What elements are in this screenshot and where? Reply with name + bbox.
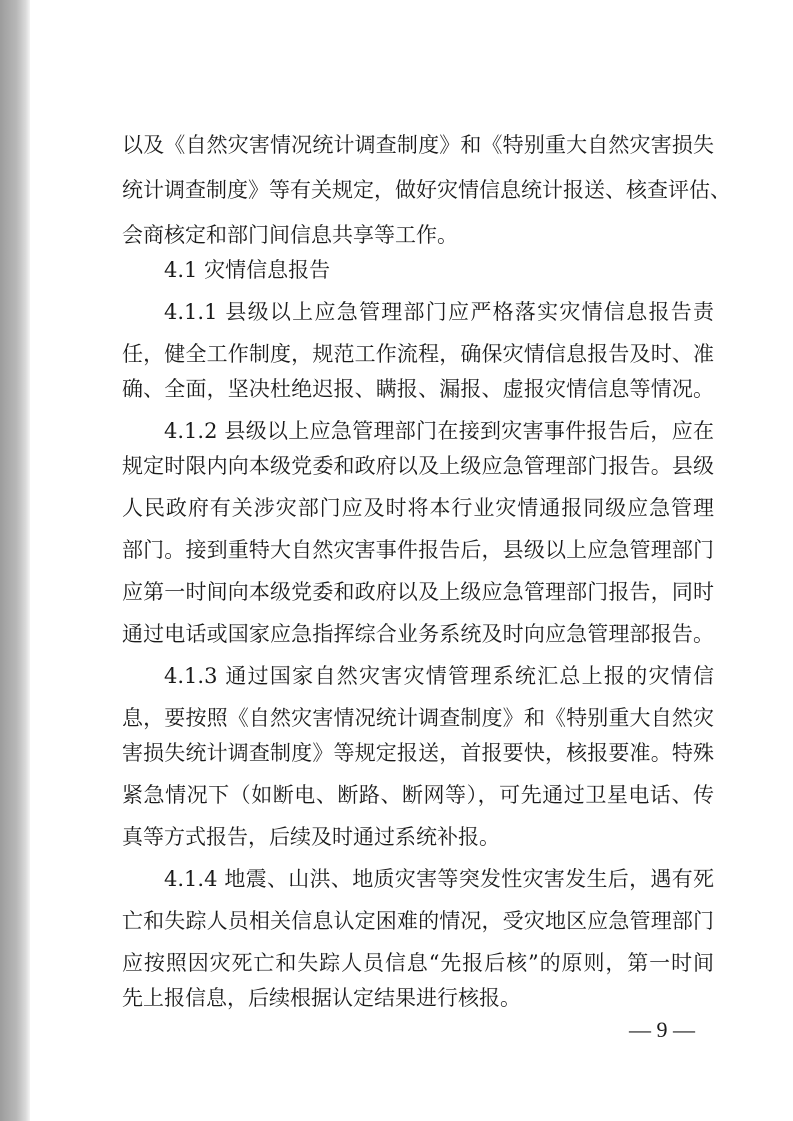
clause-4-1-2-line-2: 规定时限内向本级党委和政府以及上级应急管理部门报告。县级: [122, 454, 714, 478]
section-heading-4-1: 4.1 灾情信息报告: [164, 258, 331, 282]
clause-4-1-4-line-3: 应按照因灾死亡和失踪人员信息“先报后核”的原则，第一时间: [122, 951, 714, 975]
clause-4-1-4-line-1: 4.1.4 地震、山洪、地质灾害等突发性灾害发生后，遇有死: [164, 867, 714, 891]
paragraph-line-1: 以及《自然灾害情况统计调查制度》和《特别重大自然灾害损失: [122, 133, 714, 157]
clause-4-1-2-line-4: 部门。接到重特大自然灾害事件报告后，县级以上应急管理部门: [122, 538, 714, 562]
clause-4-1-1-line-1: 4.1.1 县级以上应急管理部门应严格落实灾情信息报告责: [164, 300, 714, 324]
page-number: — 9 —: [629, 1017, 695, 1042]
clause-4-1-2-line-1: 4.1.2 县级以上应急管理部门在接到灾害事件报告后，应在: [164, 419, 714, 443]
clause-4-1-3-line-3: 害损失统计调查制度》等规定报送，首报要快，核报要准。特殊: [122, 741, 714, 765]
clause-4-1-2-line-3: 人民政府有关涉灾部门应及时将本行业灾情通报同级应急管理: [122, 496, 714, 520]
clause-4-1-3-line-1: 4.1.3 通过国家自然灾害灾情管理系统汇总上报的灾情信: [164, 664, 714, 688]
clause-4-1-1-line-3: 确、全面，坚决杜绝迟报、瞒报、漏报、虚报灾情信息等情况。: [122, 377, 714, 401]
clause-4-1-2-line-5: 应第一时间向本级党委和政府以及上级应急管理部门报告，同时: [122, 580, 714, 604]
clause-4-1-4-line-4: 先上报信息，后续根据认定结果进行核报。: [122, 986, 521, 1010]
clause-4-1-3-line-4: 紧急情况下（如断电、断路、断网等），可先通过卫星电话、传: [122, 783, 714, 807]
clause-4-1-1-line-2: 任，健全工作制度，规范工作流程，确保灾情信息报告及时、准: [122, 342, 714, 366]
clause-4-1-3-line-2: 息，要按照《自然灾害情况统计调查制度》和《特别重大自然灾: [122, 706, 714, 730]
clause-4-1-4-line-2: 亡和失踪人员相关信息认定困难的情况，受灾地区应急管理部门: [122, 909, 714, 933]
paragraph-line-2: 统计调查制度》等有关规定，做好灾情信息统计报送、核查评估、: [122, 178, 731, 202]
clause-4-1-3-line-5: 真等方式报告，后续及时通过系统补报。: [122, 825, 500, 849]
paragraph-line-3: 会商核定和部门间信息共享等工作。: [122, 223, 458, 247]
clause-4-1-2-line-6: 通过电话或国家应急指挥综合业务系统及时向应急管理部报告。: [122, 622, 714, 646]
